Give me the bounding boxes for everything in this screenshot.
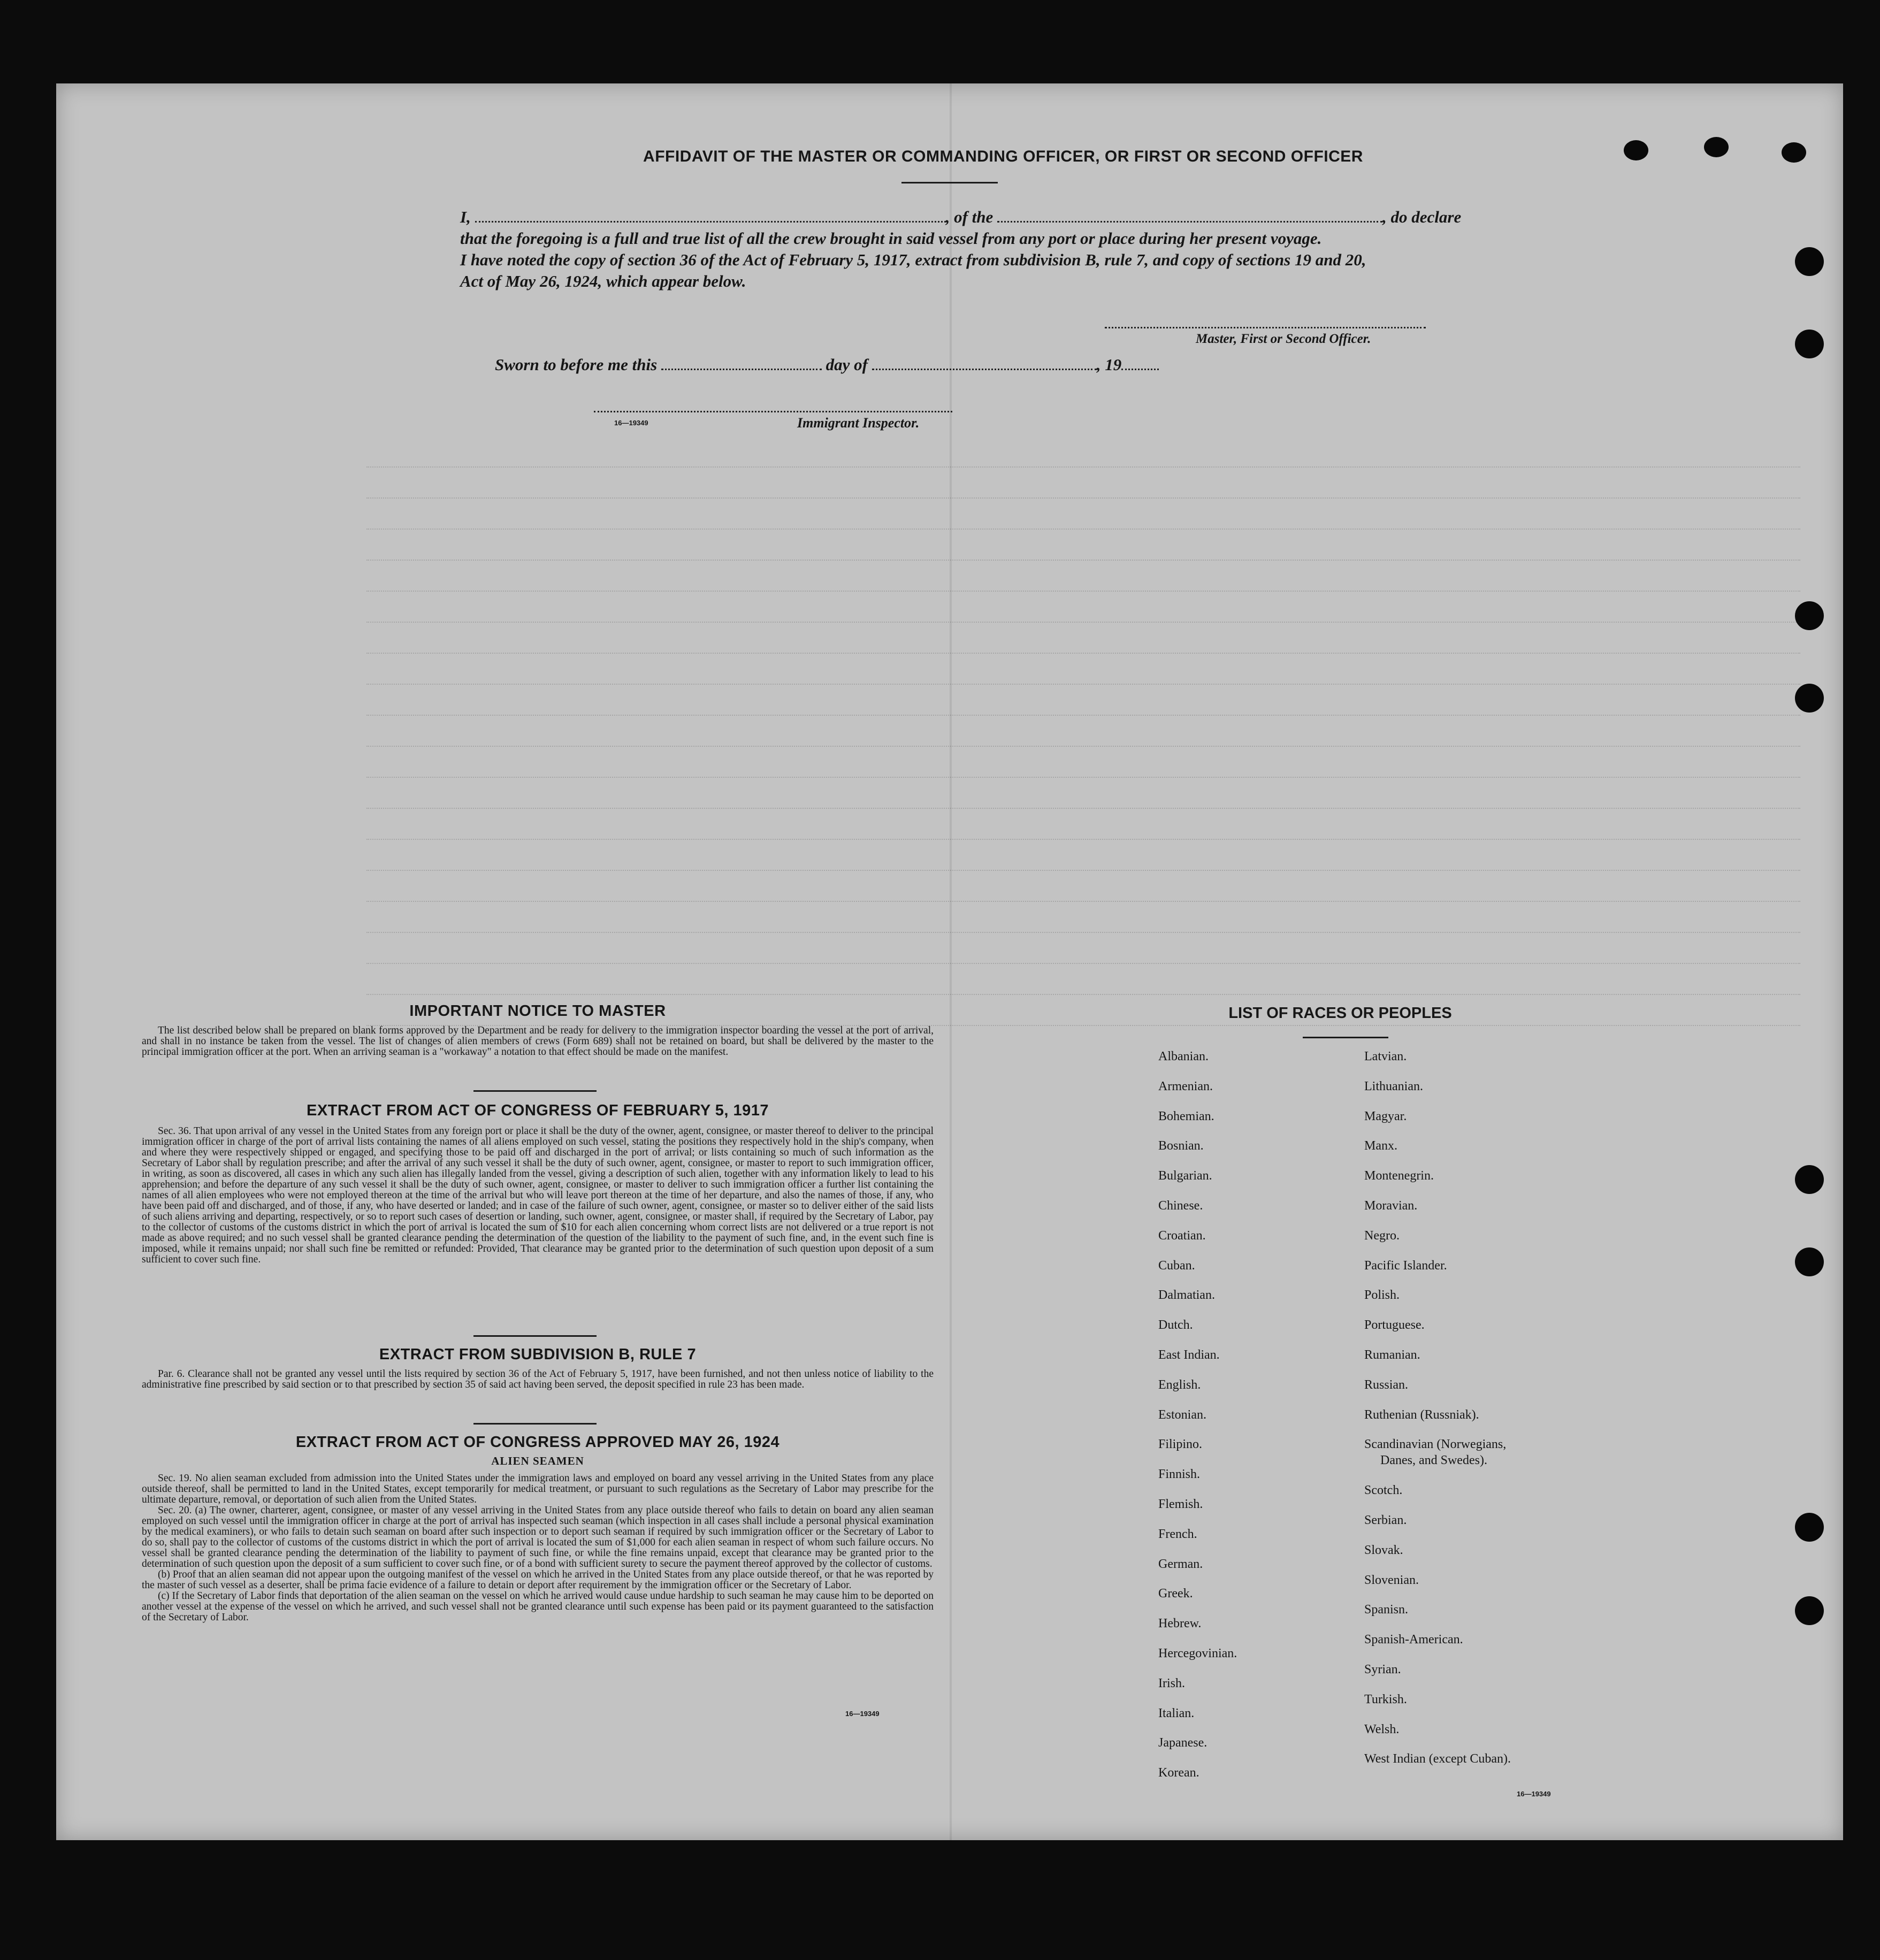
alien-seamen-subtitle: ALIEN SEAMEN <box>491 1454 584 1467</box>
extract-1924-text <box>142 1473 934 1623</box>
notice-title: IMPORTANT NOTICE TO MASTER <box>409 1002 666 1020</box>
sworn-year-prefix: , 19 <box>1096 355 1122 374</box>
divider <box>473 1423 597 1425</box>
race-item: Finnish. <box>1158 1467 1201 1482</box>
extract-1917-text <box>142 1126 934 1265</box>
race-item: Negro. <box>1364 1228 1400 1243</box>
race-item: Slovak. <box>1364 1543 1403 1557</box>
race-item: Spanish-American. <box>1364 1633 1463 1647</box>
race-item: Dutch. <box>1158 1318 1193 1333</box>
punch-hole <box>1795 330 1824 358</box>
race-item: Hercegovinian. <box>1158 1646 1237 1660</box>
punch-hole <box>1782 142 1806 163</box>
punch-hole <box>1624 140 1648 160</box>
race-item: Armenian. <box>1158 1079 1213 1093</box>
inspector-signature-line[interactable] <box>594 411 952 412</box>
name-blank[interactable] <box>475 221 946 223</box>
race-item: Rumanian. <box>1364 1348 1420 1362</box>
race-item: English. <box>1158 1377 1201 1392</box>
sec-20c-paragraph: (c) If the Secretary of Labor finds that deportation of the alien seaman on the vessel on which he arrived would cause undue hardship to such seaman he may cause him to be deported on another vessel at the expense of the vessel on which he arrived, and such vessel shall not be granted clearance until such expense has been paid or its payment guaranteed to the satisfaction of the Secretary of Labor. <box>142 1590 934 1623</box>
race-item: Moravian. <box>1364 1198 1418 1213</box>
divider <box>473 1335 597 1337</box>
subdivision-b-paragraph: Par. 6. Clearance shall not be granted any vessel until the lists required by section 36 of the Act of February 5, 1917, have been furnished, and not then unless notice of liability to the administrative fine prescribed by said section or to that prescribed by section 35 of said act having been served, the deposit specified in rule 23 has been made. <box>142 1368 934 1390</box>
race-item: Montenegrin. <box>1364 1169 1434 1183</box>
signature-line[interactable] <box>1105 327 1426 328</box>
race-item: Serbian. <box>1364 1513 1407 1527</box>
races-title: LIST OF RACES OR PEOPLES <box>1228 1005 1452 1022</box>
divider <box>901 182 998 183</box>
subdivision-b-section <box>142 1346 934 1390</box>
race-item: Latvian. <box>1364 1050 1407 1063</box>
race-item: Croatian. <box>1158 1228 1206 1243</box>
race-item: Slovenian. <box>1364 1573 1419 1587</box>
sec-19-paragraph: Sec. 19. No alien seaman excluded from admission into the United States under the immigration laws and employed on board any vessel arriving in the United States from any place outside thereof, shall be permitted to land in the United States, except temporarily for medical treatment, or pursuant to such regulations as the Secretary of Labor may prescribe for the ultimate departure, removal, or deportation of such alien from the United States. <box>142 1473 934 1505</box>
form-page <box>56 83 1843 1840</box>
race-item: Cuban. <box>1158 1258 1195 1273</box>
punch-hole <box>1795 1513 1824 1542</box>
subdivision-b-text <box>142 1369 934 1390</box>
extract-1924-section <box>142 1434 934 1623</box>
race-item: West Indian (except Cuban). <box>1364 1752 1511 1766</box>
inspector-label: Immigrant Inspector. <box>797 415 920 431</box>
race-item: Bosnian. <box>1158 1139 1204 1153</box>
race-item: Flemish. <box>1158 1497 1203 1511</box>
race-item: German. <box>1158 1557 1203 1571</box>
sec-20b-paragraph: (b) Proof that an alien seaman did not appear upon the outgoing manifest of the vessel on which he arrived in the United States from any place outside thereof, or that he was reported by the master of such vessel as a deserter, shall be prima facie evidence of a failure to detain or deport after requirement by the immigration officer or the Secretary of Labor. <box>142 1569 934 1591</box>
race-item: Japanese. <box>1158 1736 1208 1750</box>
race-item: Scandinavian (Norwegians, <box>1364 1437 1507 1452</box>
race-item: Turkish. <box>1364 1692 1407 1706</box>
race-item: Scotch. <box>1364 1483 1403 1498</box>
race-item: East Indian. <box>1158 1348 1220 1362</box>
sworn-text: Sworn to before me this <box>495 355 658 374</box>
affidavit-line-3: I have noted the copy of section 36 of the Act of February 5, 1917, extract from subdivision B, rule 7, and copy of sections 19 and 20, <box>460 250 1366 269</box>
affidavit-title: AFFIDAVIT OF THE MASTER OR COMMANDING OFFICER, OR FIRST OR SECOND OFFICER <box>643 148 1363 165</box>
race-item: Danes, and Swedes). <box>1380 1453 1487 1468</box>
race-item: Filipino. <box>1158 1437 1203 1452</box>
race-item: Manx. <box>1364 1139 1397 1153</box>
race-item: Italian. <box>1158 1706 1195 1720</box>
notice-paragraph: The list described below shall be prepared on blank forms approved by the Department and be ready for delivery to the immigration inspector boarding the vessel at the port of arrival, and shall in no instance be taken from the vessel. The list of changes of alien members of crews (Form 689) shall not be retained on board, but shall be delivered by the master to the principal immigration officer at the port. When an arriving seaman is a "workaway" a notation to that effect should be made on the manifest. <box>142 1025 934 1058</box>
race-item: Russian. <box>1364 1377 1409 1392</box>
signature-label: Master, First or Second Officer. <box>1196 332 1371 346</box>
race-item: Spanisn. <box>1364 1603 1409 1617</box>
races-right-column <box>1364 1050 1511 1782</box>
vessel-blank[interactable] <box>997 221 1382 223</box>
punch-hole <box>1795 1596 1824 1625</box>
sworn-line <box>495 355 1159 374</box>
race-item: Welsh. <box>1364 1722 1400 1736</box>
race-item: Greek. <box>1158 1587 1193 1601</box>
race-item: Ruthenian (Russniak). <box>1364 1407 1479 1422</box>
sworn-year-blank[interactable] <box>1121 369 1159 370</box>
sec-20a-paragraph: Sec. 20. (a) The owner, charterer, agent, consignee, or master of any vessel arriving in the United States from any place outside thereof who fails to detain on board any alien seaman employed on such vessel until the immigration officer in charge at the port of arrival has inspected such seaman (which inspection in all cases shall include a personal physical examination by the medical examiners), or who fails to detain such seaman on board after such inspection or to deport such seaman if required by such immigration officer or the Secretary of Labor to do so, shall pay to the collector of customs of the customs district in which the port of arrival is located the sum of $1,000 for each alien seaman in respect of whom such failure occurs. No vessel shall be granted clearance pending the determination of the liability to payment of such fine, or while the fine remains unpaid, except that clearance may be granted prior to the determination of such question upon the deposit of a sum sufficient to cover such fine, or of a bond with sufficient surety to secure the payment thereof approved by the collector of customs. <box>142 1505 934 1569</box>
affidavit-line-1 <box>460 206 1509 228</box>
affidavit-line-2: that the foregoing is a full and true list of all the crew brought in said vessel from any port or place during her present voyage. <box>460 229 1322 248</box>
race-item: Estonian. <box>1158 1407 1206 1422</box>
divider <box>1303 1037 1388 1038</box>
race-item: Pacific Islander. <box>1364 1258 1447 1273</box>
race-item: Lithuanian. <box>1364 1079 1423 1093</box>
affidavit-i: I, <box>460 208 471 226</box>
punch-hole <box>1795 1165 1824 1194</box>
form-number: 16—19349 <box>845 1710 880 1718</box>
race-item: Syrian. <box>1364 1662 1401 1676</box>
form-number: 16—19349 <box>614 419 648 427</box>
affidavit-of-the: , of the <box>945 208 994 226</box>
race-item: Albanian. <box>1158 1050 1209 1063</box>
divider <box>473 1090 597 1092</box>
race-item: Dalmatian. <box>1158 1288 1215 1303</box>
bleed-through-area <box>366 437 1800 1025</box>
punch-hole <box>1704 137 1729 157</box>
affidavit-line-4: Act of May 26, 1924, which appear below. <box>460 272 746 290</box>
affidavit-declaration <box>460 206 1509 292</box>
race-item: Magyar. <box>1364 1109 1407 1123</box>
race-item: Irish. <box>1158 1676 1185 1690</box>
extract-1917-title: EXTRACT FROM ACT OF CONGRESS OF FEBRUARY 5, 1917 <box>306 1102 769 1119</box>
sworn-day-blank[interactable] <box>661 369 822 370</box>
form-number: 16—19349 <box>1517 1790 1551 1798</box>
punch-hole <box>1795 247 1824 276</box>
race-item: French. <box>1158 1527 1197 1541</box>
subdivision-b-title: EXTRACT FROM SUBDIVISION B, RULE 7 <box>379 1346 697 1363</box>
extract-1917-paragraph: Sec. 36. That upon arrival of any vessel in the United States from any foreign port or place it shall be the duty of the owner, agent, consignee, or master thereof to deliver to the principal immigration officer in charge of the port of arrival lists containing the names of all aliens employed on such vessel, stating the positions they respectively hold in the ship's company, when and where they were respectively shipped or engaged, and specifying those to be paid off and discharged in the port of arrival; or lists containing so much of such information as the Secretary of Labor shall by regulation prescribe; and after the arrival of any such vessel it shall be the duty of such owner, agent, consignee, or master to report to such immigration officer, in writing, as soon as discovered, all cases in which any such alien has illegally landed from the vessel, giving a description of such alien, together with any information likely to lead to his apprehension; and before the departure of any such vessel it shall be the duty of such owner, agent, consignee, or master to deliver to such immigration officer a further list containing the names of all alien employees who were not employed thereon at the time of the arrival but who will leave port thereon at the time of her departure, and also the names of those, if any, who have been paid off and discharged, and of those, if any, who have deserted or landed; and in case of the failure of such owner, agent, consignee, or master so to deliver either of the said lists of such aliens arriving and departing, respectively, or so to report such cases of desertion or landing, such owner, agent, consignee, or master shall, if required by the Secretary of Labor, pay to the collector of customs of the customs district in which the port of arrival is located the sum of $10 for each alien concerning whom correct lists are not delivered or a true report is not made as above required; and no such vessel shall be granted clearance pending the determination of the question of the liability to the payment of such fine, and, in the event such fine is imposed, while it remains unpaid; nor shall such fine be remitted or refunded: Provided, That clearance may be granted prior to the determination of such question upon deposit of a sum sufficient to cover such fine. <box>142 1126 934 1265</box>
sworn-day-of: day of <box>826 355 868 374</box>
extract-1917-section <box>142 1102 934 1265</box>
races-left-column <box>1158 1050 1237 1796</box>
punch-hole <box>1795 1247 1824 1276</box>
extract-1924-title: EXTRACT FROM ACT OF CONGRESS APPROVED MAY 26, 1924 <box>295 1434 780 1451</box>
race-item: Portuguese. <box>1364 1318 1425 1333</box>
race-item: Bulgarian. <box>1158 1169 1212 1183</box>
race-item: Hebrew. <box>1158 1617 1202 1631</box>
race-item: Chinese. <box>1158 1198 1203 1213</box>
sworn-month-blank[interactable] <box>872 369 1097 370</box>
notice-text <box>142 1025 934 1058</box>
race-item: Polish. <box>1364 1288 1400 1303</box>
race-item: Bohemian. <box>1158 1109 1214 1123</box>
notice-section <box>142 1002 934 1058</box>
affidavit-declare: , do declare <box>1382 208 1462 226</box>
race-item: Korean. <box>1158 1766 1199 1780</box>
